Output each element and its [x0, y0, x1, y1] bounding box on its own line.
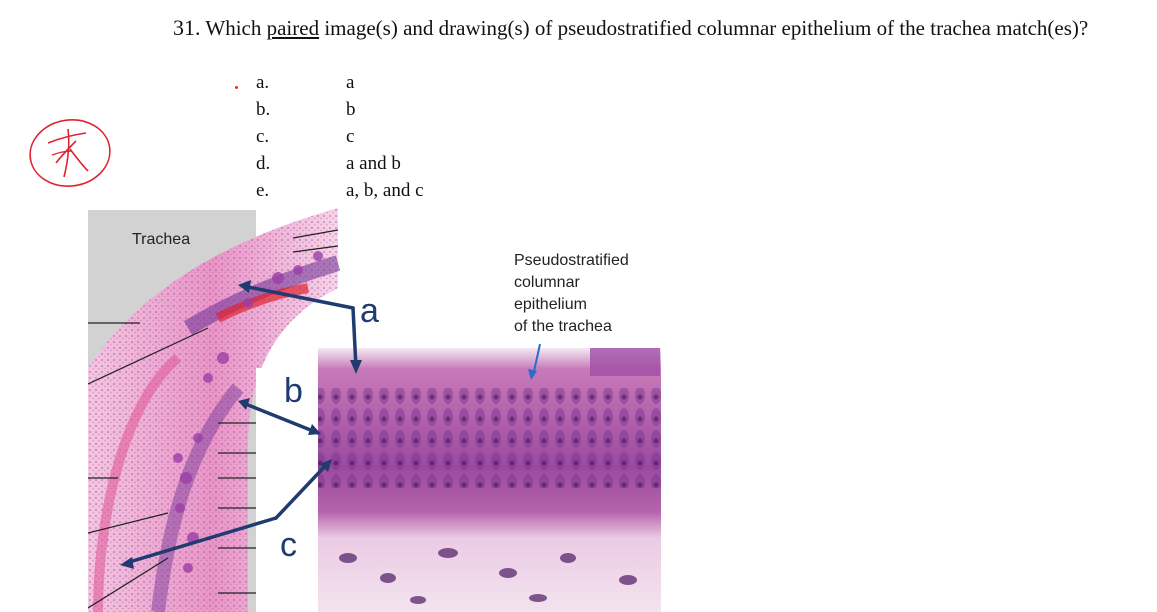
epithelium-label-line: epithelium: [514, 296, 587, 313]
question-text-before: Which: [200, 16, 267, 40]
epithelium-label-line: of the trachea: [514, 318, 612, 335]
trachea-label: Trachea: [132, 231, 191, 248]
choice-answer: a: [346, 72, 355, 93]
question-underlined-word: paired: [266, 16, 320, 40]
bullet-dot: [235, 86, 238, 89]
epithelium-label: [514, 250, 629, 338]
choice-letter: c.: [256, 126, 270, 147]
choice-letter: e.: [256, 180, 270, 201]
choice-answer: b: [346, 99, 356, 120]
choice-answer: a and b: [346, 153, 401, 174]
choice-letter: a.: [256, 72, 270, 93]
epithelial-cells: [318, 388, 661, 488]
choice-letter: d.: [256, 153, 271, 174]
question-number: 31.: [173, 15, 201, 40]
marker-b: b: [284, 372, 303, 410]
epithelium-label-line: Pseudostratified: [514, 252, 629, 269]
question-text-after: image(s) and drawing(s) of pseudostratified columnar epithelium of the trachea match(es)?: [319, 16, 1089, 40]
choice-answer: a, b, and c: [346, 180, 424, 201]
epithelium-label-line: columnar: [514, 274, 580, 291]
circled-asterisk-icon: [28, 115, 118, 195]
marker-a: a: [360, 292, 379, 330]
choice-letter: b.: [256, 99, 271, 120]
marker-c: c: [280, 526, 297, 564]
question-text: [173, 14, 1133, 42]
choice-answer: c: [346, 126, 355, 147]
inset-thumbnail: [590, 348, 660, 376]
